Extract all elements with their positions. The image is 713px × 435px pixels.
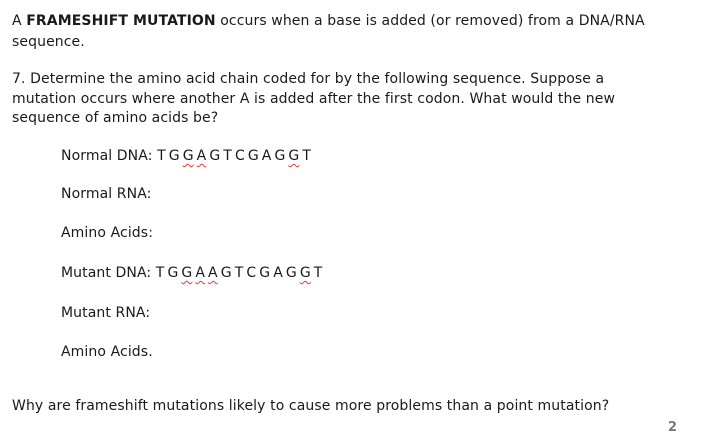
dna-base: C [246,265,257,281]
intro-line-1 [12,13,645,29]
dna-base: G [168,148,180,164]
normal-dna-label: Normal DNA: [61,148,153,164]
dna-base: T [234,265,244,281]
dna-base: G [181,265,193,281]
question7-line-1: 7. Determine the amino acid chain coded for by the following sequence. Suppose a [12,71,605,87]
frameshift-term: FRAMESHIFT MUTATION [26,13,216,29]
dna-base: G [247,148,259,164]
dna-base: A [196,148,207,164]
mutant-dna-sequence [156,265,326,281]
dna-base: A [208,265,218,281]
dna-base: A [261,148,272,164]
amino-acids-label-2: Amino Acids. [61,344,153,360]
dna-base: C [234,148,245,164]
intro-prefix: A [12,13,27,29]
dna-base: G [285,265,297,281]
dna-base: G [209,148,221,164]
question7-line-3: sequence of amino acids be? [12,110,219,126]
closing-question: Why are frameshift mutations likely to cause more problems than a point mutation? [12,398,610,414]
normal-dna-row [61,148,314,164]
intro-line-2: sequence. [12,34,85,50]
dna-base: G [288,148,300,164]
dna-base: A [195,265,206,281]
dna-base: G [182,148,194,164]
dna-base: T [157,148,166,164]
mutant-dna-label: Mutant DNA: [61,265,152,281]
dna-base: G [259,265,271,281]
dna-base: T [313,265,323,281]
dna-base: T [223,148,232,164]
normal-rna-label: Normal RNA: [61,186,152,202]
normal-dna-sequence [157,148,314,164]
intro-rest: occurs when a base is added (or removed) from a DNA/RNA [215,13,645,29]
dna-base: T [155,265,165,281]
dna-base: G [274,148,286,164]
mutant-rna-label: Mutant RNA: [61,305,151,321]
amino-acids-label-1: Amino Acids: [61,225,154,241]
dna-base: G [299,265,311,281]
page-number: 2 [667,420,677,435]
dna-base: T [302,148,312,164]
dna-base: A [273,265,283,281]
dna-base: G [167,265,179,281]
question7-line-2: mutation occurs where another A is added after the first codon. What would the new [12,91,615,107]
mutant-dna-row [61,265,325,281]
dna-base: G [220,265,232,281]
